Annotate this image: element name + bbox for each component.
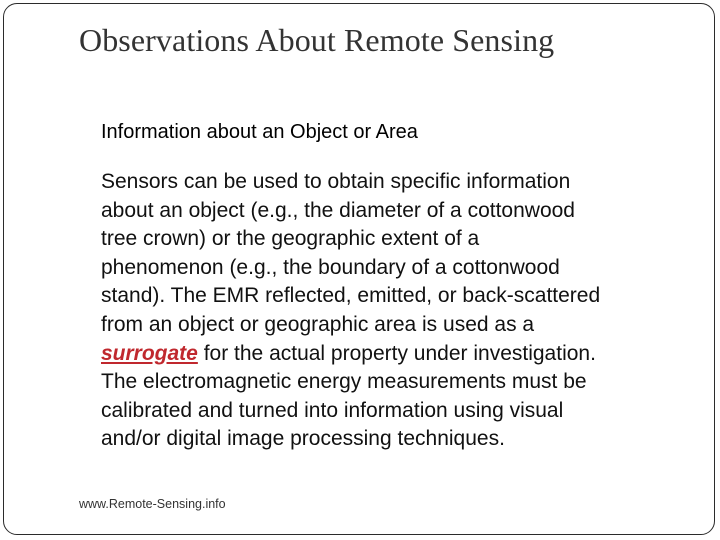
body-line-rest: for the actual property under investigation.	[197, 341, 596, 365]
body-line: Sensors can be used to obtain specific information	[101, 170, 571, 193]
body-line-with-keyword	[101, 340, 691, 369]
body-line: and/or digital image processing techniques.	[101, 427, 505, 451]
body-paragraph	[101, 168, 691, 454]
body-line: calibrated and turned into information using visual	[101, 398, 564, 422]
body-line: The electromagnetic energy measurements must be	[101, 370, 587, 394]
footer-url: www.Remote-Sensing.info	[79, 497, 226, 511]
keyword-surrogate: surrogate	[101, 341, 198, 365]
body-line: stand). The EMR reflected, emitted, or back-scattered	[101, 284, 601, 308]
slide-title: Observations About Remote Sensing	[79, 22, 555, 58]
body-line: phenomenon (e.g., the boundary of a cottonwood	[101, 255, 560, 279]
body-line: tree crown) or the geographic extent of a	[101, 227, 480, 251]
body-line: from an object or geographic area is used as a	[101, 312, 535, 336]
section-subheading: Information about an Object or Area	[101, 121, 418, 143]
body-line: about an object (e.g., the diameter of a cottonwood	[101, 198, 575, 222]
